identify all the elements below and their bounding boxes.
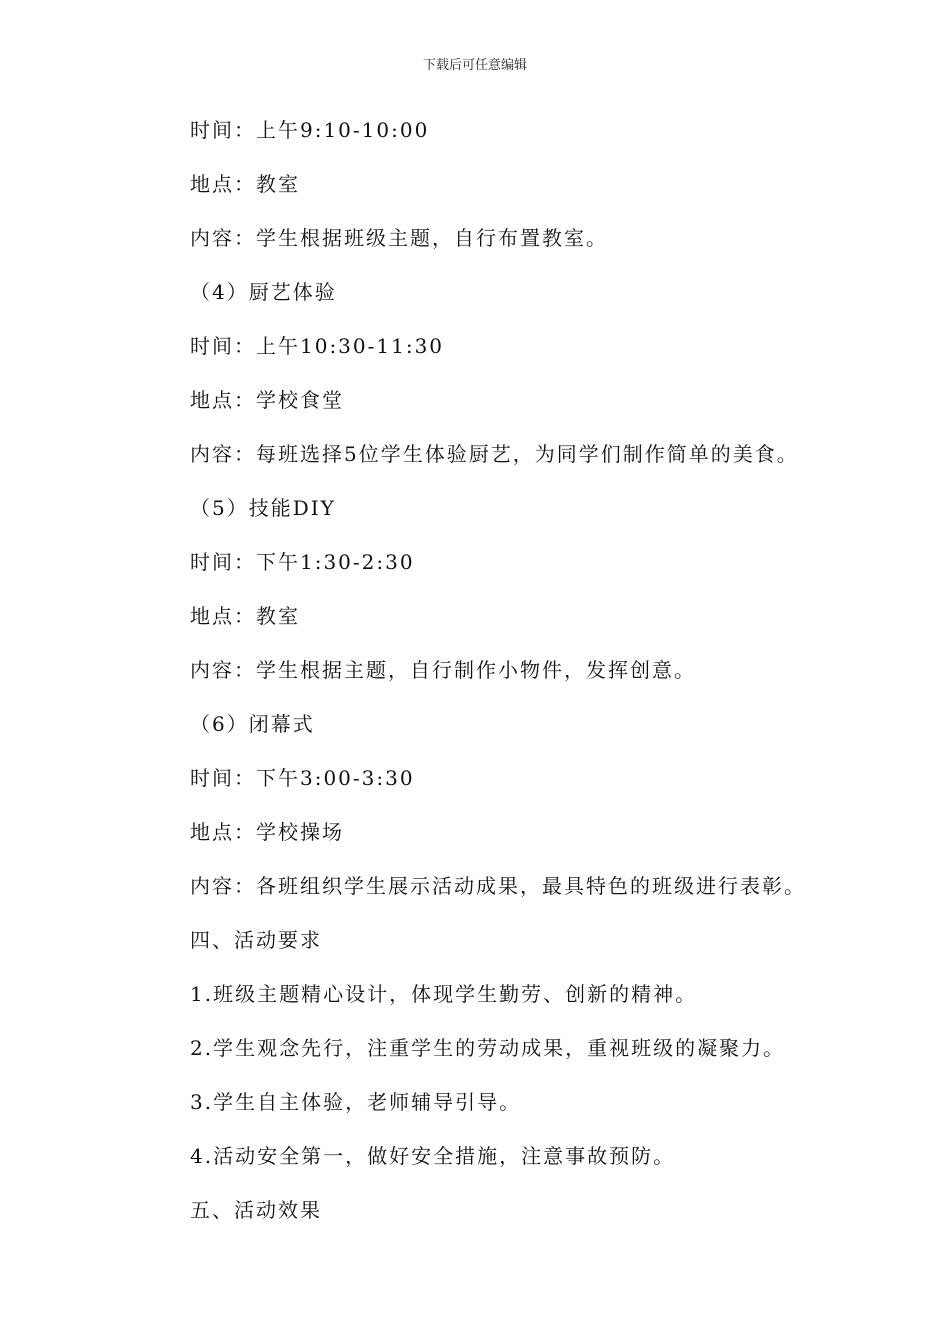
section-heading-closing: （6）闭幕式 — [190, 712, 315, 736]
requirement-item: 1.班级主题精心设计，体现学生勤劳、创新的精神。 — [190, 982, 698, 1006]
schedule-location-line: 地点：教室 — [190, 172, 300, 196]
schedule-time-line: 时间：下午3:00-3:30 — [190, 766, 415, 790]
schedule-time-line: 时间：下午1:30-2:30 — [190, 550, 415, 574]
requirement-item: 4.活动安全第一，做好安全措施，注意事故预防。 — [190, 1144, 676, 1168]
schedule-location-line: 地点：学校操场 — [190, 820, 344, 844]
section-heading-diy: （5）技能DIY — [190, 496, 336, 520]
schedule-time-line: 时间：上午9:10-10:00 — [190, 118, 430, 142]
section-heading-cooking: （4）厨艺体验 — [190, 280, 337, 304]
page-header: 下载后可任意编辑 — [422, 58, 527, 73]
requirement-item: 2.学生观念先行，注重学生的劳动成果，重视班级的凝聚力。 — [190, 1036, 786, 1060]
schedule-content-line: 内容：每班选择5位学生体验厨艺，为同学们制作简单的美食。 — [190, 442, 799, 466]
requirement-item: 3.学生自主体验，老师辅导引导。 — [190, 1090, 522, 1114]
schedule-content-line: 内容：学生根据班级主题，自行布置教室。 — [190, 226, 608, 250]
section-heading-requirements: 四、活动要求 — [190, 928, 322, 952]
schedule-content-line: 内容：各班组织学生展示活动成果，最具特色的班级进行表彰。 — [190, 874, 806, 898]
section-heading-effect: 五、活动效果 — [190, 1198, 322, 1222]
schedule-location-line: 地点：学校食堂 — [190, 388, 344, 412]
schedule-location-line: 地点：教室 — [190, 604, 300, 628]
schedule-content-line: 内容：学生根据主题，自行制作小物件，发挥创意。 — [190, 658, 696, 682]
schedule-time-line: 时间：上午10:30-11:30 — [190, 334, 445, 358]
document-body — [190, 110, 850, 1244]
